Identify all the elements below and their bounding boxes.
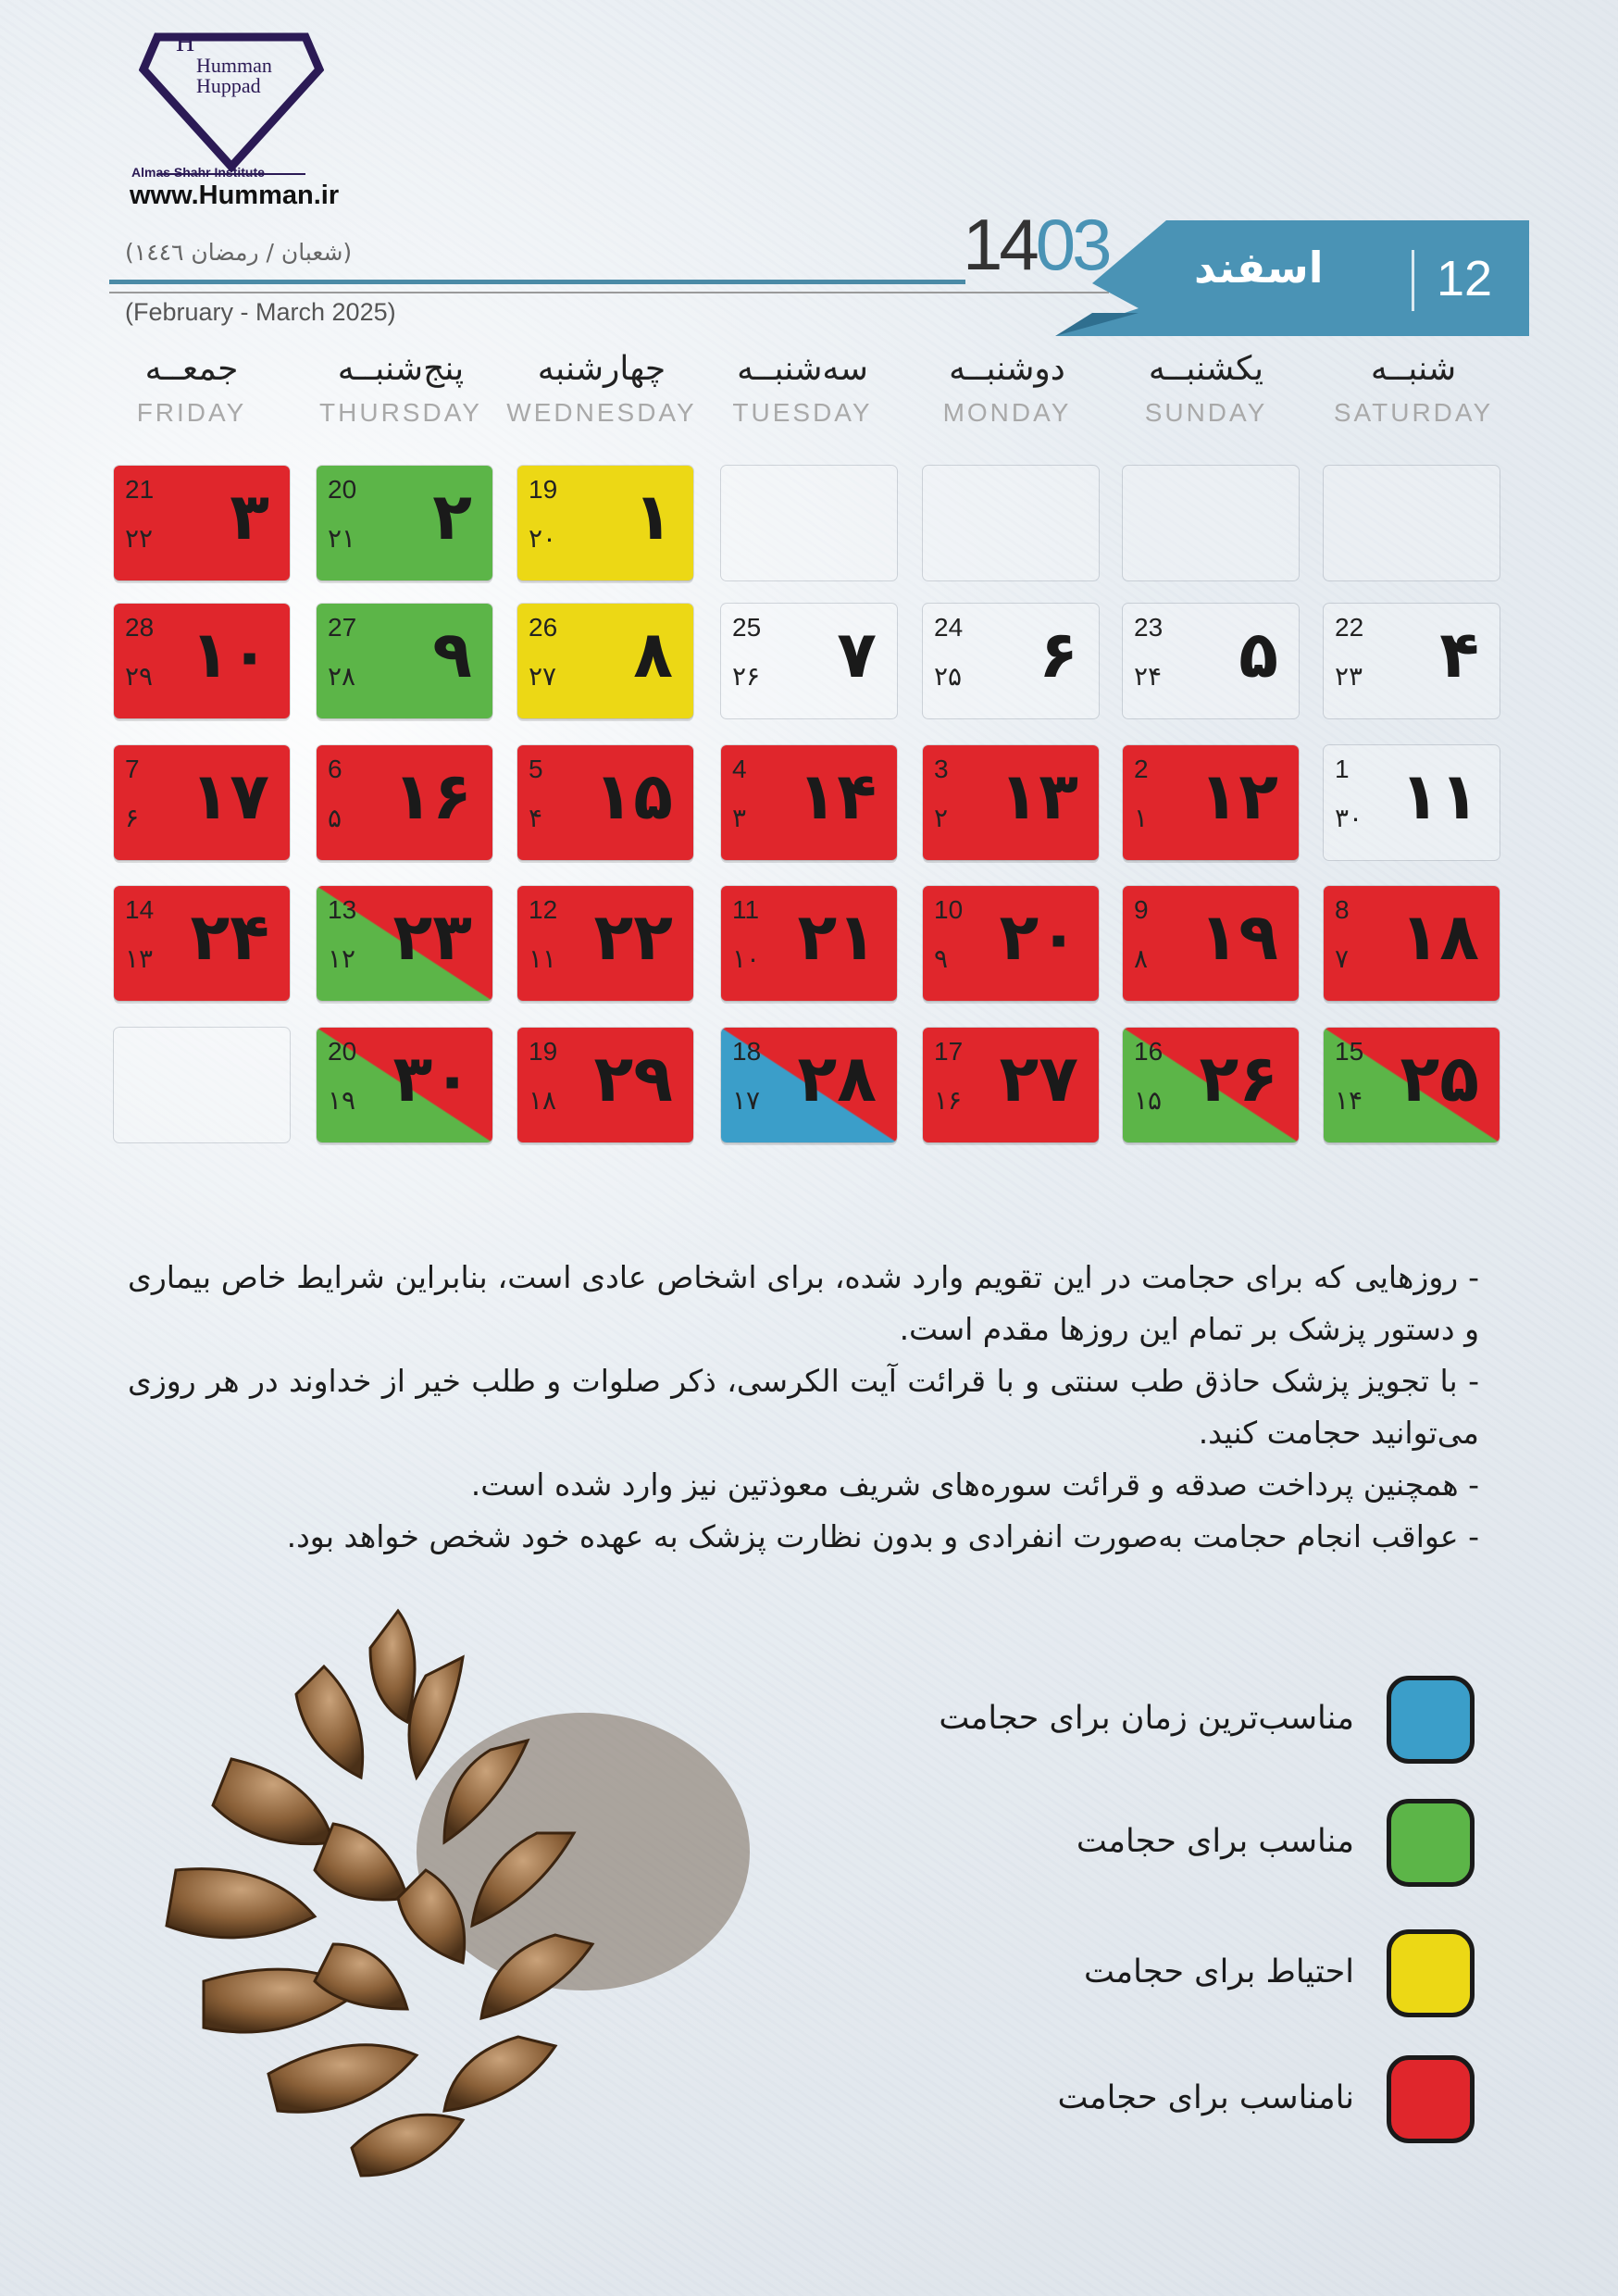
day-cell	[1324, 1028, 1500, 1142]
persian-day: ۲۰	[999, 899, 1078, 975]
persian-day: ۲۸	[797, 1041, 877, 1117]
hijri-day: ۱۱	[529, 943, 557, 974]
empty-day-cell	[1123, 466, 1299, 580]
day-cell	[317, 1028, 492, 1142]
weekday-en: SATURDAY	[1333, 398, 1494, 427]
weekday-fa: دوشنبــه	[949, 350, 1065, 388]
persian-day: ۱۶	[392, 758, 472, 834]
legend-swatch	[1387, 1799, 1475, 1887]
gregorian-day: 7	[125, 755, 140, 783]
weekday-en: FRIDAY	[136, 398, 247, 427]
day-cell	[923, 886, 1099, 1001]
persian-day: ۲۵	[1400, 1041, 1479, 1117]
hijri-day: ۲۸	[328, 661, 356, 692]
hijri-day: ۲۹	[125, 661, 154, 692]
day-cell	[923, 1028, 1099, 1142]
day-cell	[1123, 604, 1299, 718]
persian-day: ۳۰	[392, 1041, 472, 1117]
hijri-day: ۴	[529, 803, 543, 833]
gregorian-day: 20	[328, 475, 357, 504]
gregorian-day: 11	[732, 895, 760, 924]
gregorian-day: 1	[1335, 755, 1350, 783]
hijri-day: ۲۱	[328, 523, 356, 554]
gregorian-day: 3	[934, 755, 949, 783]
weekday-tuesday	[705, 350, 900, 428]
legend-caution	[901, 1929, 1475, 2022]
day-cell	[517, 1028, 693, 1142]
logo-text-2: Huppad	[196, 74, 261, 97]
hijri-day: ۸	[1134, 943, 1149, 974]
gregorian-day: 12	[529, 895, 558, 924]
gregorian-day: 21	[125, 475, 155, 504]
persian-day: ۲۱	[797, 899, 877, 975]
legend-swatch	[1387, 1676, 1475, 1764]
hijri-day: ۲	[934, 803, 949, 833]
hijri-day: ۶	[125, 803, 140, 833]
hijri-day: ۲۲	[125, 523, 154, 554]
gregorian-day: 17	[934, 1037, 964, 1066]
hijri-day: ۱۵	[1134, 1085, 1163, 1116]
day-cell	[317, 466, 492, 580]
hijri-day: ۳۰	[1335, 803, 1363, 833]
day-cell	[721, 745, 897, 860]
logo-text-1: Humman	[196, 54, 272, 77]
weekday-fa: پنج‌شنبــه	[337, 350, 465, 388]
hijri-day: ۱۸	[529, 1085, 557, 1116]
gregorian-day: 23	[1134, 613, 1164, 642]
day-cell	[517, 745, 693, 860]
gregorian-day: 13	[328, 895, 357, 924]
day-cell	[517, 886, 693, 1001]
legend-best	[901, 1676, 1475, 1768]
persian-day: ۷	[837, 617, 877, 693]
note-item: - همچنین پرداخت صدقه و قرائت سوره‌های شریف معوذتین نیز وارد شده است.	[470, 1466, 1479, 1503]
banner-separator	[1412, 250, 1414, 311]
hijri-day: ۱۰	[732, 943, 761, 974]
persian-day: ۱۸	[1400, 899, 1479, 975]
persian-day: ۶	[1039, 617, 1078, 693]
note-item: - روزهایی که برای حجامت در این تقویم وارد شده، برای اشخاص عادی است، بنابراین شرایط خاص بیماری و دستور پزشک بر تمام این روزها مقدم است.	[128, 1259, 1479, 1347]
day-cell	[1123, 745, 1299, 860]
notes	[128, 1252, 1479, 1563]
gregorian-day: 26	[529, 613, 558, 642]
month-name: اسفند	[1194, 243, 1324, 293]
hijri-day: ۷	[1335, 943, 1350, 974]
day-cell	[317, 886, 492, 1001]
persian-day: ۲۳	[392, 899, 472, 975]
day-cell	[517, 466, 693, 580]
day-cell	[721, 886, 897, 1001]
hijri-day: ۲۴	[1134, 661, 1163, 692]
gregorian-day: 27	[328, 613, 357, 642]
hijri-day: ۲۵	[934, 661, 963, 692]
weekday-monday	[910, 350, 1104, 428]
legend-label: احتیاط برای حجامت	[1084, 1953, 1354, 1990]
hijri-day: ۲۷	[529, 661, 557, 692]
persian-day: ۲	[432, 479, 472, 555]
day-cell	[1324, 745, 1500, 860]
day-cell	[114, 745, 290, 860]
gregorian-months: (February - March 2025)	[125, 298, 396, 326]
day-cell	[1324, 886, 1500, 1001]
weekday-en: WEDNESDAY	[506, 398, 697, 427]
weekday-fa: جمعــه	[144, 350, 239, 388]
legend-swatch	[1387, 2055, 1475, 2143]
day-cell	[114, 886, 290, 1001]
weekday-en: SUNDAY	[1144, 398, 1268, 427]
legend-suitable	[901, 1799, 1475, 1891]
hijri-day: ۱۷	[732, 1085, 761, 1116]
month-number: 12	[1437, 251, 1493, 306]
logo	[139, 28, 324, 176]
gregorian-day: 16	[1134, 1037, 1164, 1066]
hijri-day: ۱	[1134, 803, 1149, 833]
note-item: - با تجویز پزشک حاذق طب سنتی و با قرائت آیت الکرسی، ذکر صلوات و طلب خیر از خداوند در هر روزی می‌توانید حجامت کنید.	[128, 1363, 1479, 1451]
legend-label: نامناسب برای حجامت	[1057, 2079, 1354, 2116]
persian-day: ۱۹	[1199, 899, 1278, 975]
hijri-day: ۱۶	[934, 1085, 963, 1116]
persian-day: ۱	[633, 479, 673, 555]
day-cell	[517, 604, 693, 718]
weekday-en: MONDAY	[942, 398, 1072, 427]
legend-label: مناسب برای حجامت	[1076, 1823, 1354, 1860]
gregorian-day: 28	[125, 613, 155, 642]
day-cell	[317, 604, 492, 718]
persian-day: ۴	[1439, 617, 1479, 693]
gregorian-day: 2	[1134, 755, 1149, 783]
hijri-day: ۲۶	[732, 661, 761, 692]
empty-day-cell	[923, 466, 1099, 580]
weekday-fa: سه‌شنبــه	[737, 350, 868, 388]
pinecone-image	[93, 1592, 833, 2203]
gregorian-day: 19	[529, 1037, 558, 1066]
persian-day: ۸	[633, 617, 673, 693]
persian-day: ۳	[230, 479, 269, 555]
hijri-day: ۱۴	[1335, 1085, 1363, 1116]
legend-swatch	[1387, 1929, 1475, 2017]
persian-day: ۱۱	[1400, 758, 1479, 834]
hijri-day: ۲۰	[529, 523, 557, 554]
legend-unsuitable	[901, 2055, 1475, 2148]
gregorian-day: 5	[529, 755, 543, 783]
hijri-day: ۱۹	[328, 1085, 356, 1116]
persian-day: ۱۰	[190, 617, 269, 693]
logo-letter-h: H	[176, 29, 195, 57]
gregorian-day: 6	[328, 755, 342, 783]
year-left: 14	[963, 204, 1036, 285]
gregorian-day: 4	[732, 755, 747, 783]
persian-day: ۹	[432, 617, 472, 693]
hijri-day: ۹	[934, 943, 949, 974]
legend-label: مناسب‌ترین زمان برای حجامت	[939, 1700, 1354, 1737]
website-link[interactable]: www.Humman.ir	[130, 181, 340, 210]
empty-day-cell	[721, 466, 897, 580]
weekday-wednesday	[504, 350, 699, 428]
day-cell	[721, 604, 897, 718]
year-right: 03	[1035, 204, 1109, 285]
persian-day: ۱۷	[190, 758, 269, 834]
gregorian-day: 25	[732, 613, 762, 642]
hijri-months: (شعبان / رمضان ١٤٤٦)	[125, 239, 353, 266]
weekday-en: TUESDAY	[732, 398, 873, 427]
gregorian-day: 24	[934, 613, 964, 642]
weekday-saturday	[1316, 350, 1511, 428]
gregorian-day: 19	[529, 475, 558, 504]
persian-day: ۱۴	[797, 758, 877, 834]
hijri-day: ۱۲	[328, 943, 356, 974]
persian-day: ۲۷	[999, 1041, 1078, 1117]
day-cell	[923, 604, 1099, 718]
persian-day: ۱۳	[999, 758, 1078, 834]
note-item: - عواقب انجام حجامت به‌صورت انفرادی و بدون نظارت پزشک به عهده خود شخص خواهد بود.	[286, 1518, 1479, 1554]
gregorian-day: 10	[934, 895, 964, 924]
gregorian-day: 8	[1335, 895, 1350, 924]
gregorian-day: 20	[328, 1037, 357, 1066]
gregorian-day: 18	[732, 1037, 762, 1066]
weekday-fa: شنبــه	[1370, 350, 1457, 388]
empty-day-cell	[1324, 466, 1500, 580]
weekday-friday	[94, 350, 289, 428]
day-cell	[721, 1028, 897, 1142]
day-cell	[923, 745, 1099, 860]
persian-day: ۵	[1238, 617, 1278, 693]
weekday-en: THURSDAY	[319, 398, 482, 427]
day-cell	[1123, 1028, 1299, 1142]
hijri-day: ۳	[732, 803, 747, 833]
day-cell	[1123, 886, 1299, 1001]
persian-day: ۲۹	[593, 1041, 673, 1117]
gregorian-day: 15	[1335, 1037, 1364, 1066]
weekday-sunday	[1109, 350, 1303, 428]
hijri-day: ۱۳	[125, 943, 154, 974]
gregorian-day: 9	[1134, 895, 1149, 924]
day-cell	[317, 745, 492, 860]
day-cell	[1324, 604, 1500, 718]
hijri-day: ۵	[328, 803, 342, 833]
empty-day-cell	[114, 1028, 290, 1142]
header-rule-blue	[109, 280, 965, 284]
persian-day: ۲۲	[593, 899, 673, 975]
weekday-thursday	[304, 350, 498, 428]
persian-day: ۲۶	[1199, 1041, 1278, 1117]
header-rule-gray	[109, 292, 1109, 293]
persian-day: ۱۲	[1199, 758, 1278, 834]
weekday-fa: یکشنبــه	[1148, 350, 1264, 388]
weekday-fa: چهارشنبه	[537, 350, 666, 388]
persian-day: ۲۴	[190, 899, 269, 975]
gregorian-day: 14	[125, 895, 155, 924]
gregorian-day: 22	[1335, 613, 1364, 642]
day-cell	[114, 604, 290, 718]
logo-caption: Almas Shahr Institute	[131, 165, 265, 180]
day-cell	[114, 466, 290, 580]
hijri-day: ۲۳	[1335, 661, 1363, 692]
persian-day: ۱۵	[593, 758, 673, 834]
